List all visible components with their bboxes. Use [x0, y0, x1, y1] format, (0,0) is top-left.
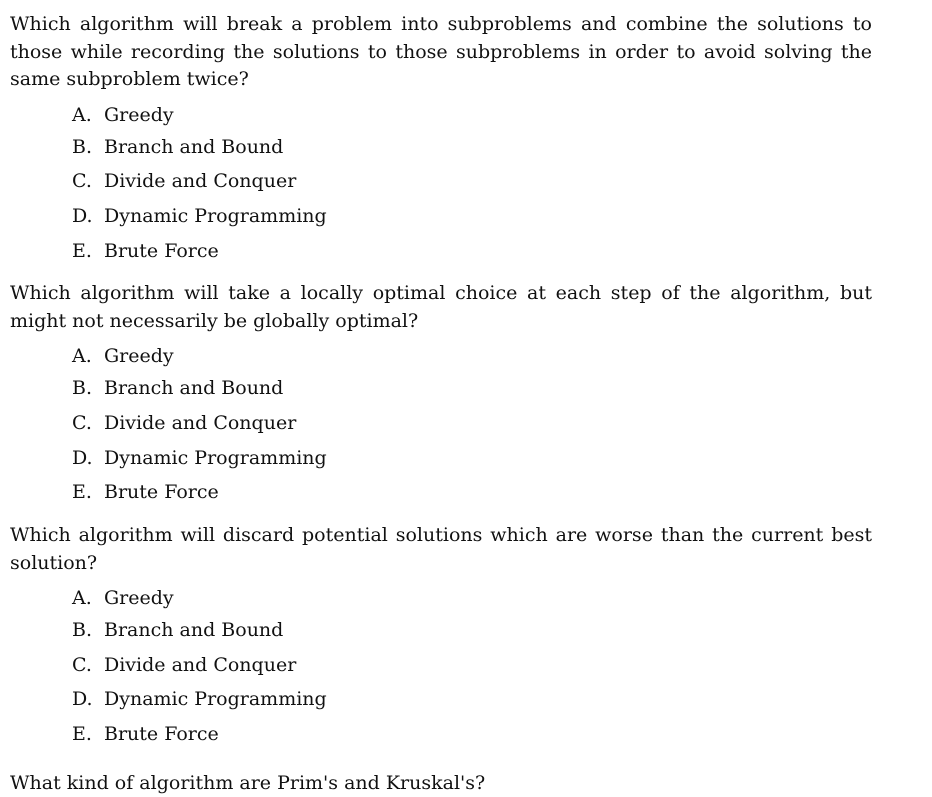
- option-e[interactable]: [72, 717, 872, 752]
- option-d[interactable]: [72, 199, 872, 234]
- question-2-stem: Which algorithm will take a locally optimal choice at each step of the algorithm, but might not necessarily be globally optimal?: [10, 282, 872, 332]
- option-text: Brute Force: [104, 481, 219, 504]
- option-b[interactable]: [72, 613, 872, 648]
- question-3-stem: Which algorithm will discard potential solutions which are worse than the current best solution?: [10, 524, 872, 574]
- option-c[interactable]: [72, 164, 872, 199]
- option-text: Dynamic Programming: [104, 688, 327, 711]
- option-b[interactable]: [72, 371, 872, 406]
- question-4-stem-partial: What kind of algorithm are Prim's and Kruskal's?: [10, 772, 486, 794]
- option-e[interactable]: [72, 475, 872, 510]
- option-text: Dynamic Programming: [104, 204, 327, 227]
- option-letter: A.: [72, 103, 92, 126]
- option-letter: D.: [72, 446, 93, 469]
- option-text: Brute Force: [104, 239, 219, 262]
- question-2-options: [10, 341, 872, 510]
- question-1: [10, 11, 872, 268]
- option-a[interactable]: [72, 100, 872, 130]
- option-letter: B.: [72, 135, 93, 158]
- option-c[interactable]: [72, 648, 872, 683]
- option-letter: C.: [72, 653, 92, 676]
- option-letter: E.: [72, 239, 92, 262]
- option-b[interactable]: [72, 130, 872, 165]
- option-a[interactable]: [72, 583, 872, 613]
- question-spacer: [10, 510, 872, 522]
- option-text: Divide and Conquer: [104, 411, 297, 434]
- option-letter: A.: [72, 587, 92, 609]
- option-letter: D.: [72, 204, 93, 227]
- option-d[interactable]: [72, 441, 872, 476]
- option-text: Divide and Conquer: [104, 170, 297, 193]
- option-letter: B.: [72, 619, 93, 641]
- question-3-options: [10, 583, 872, 752]
- option-letter: E.: [72, 481, 92, 504]
- option-text: Greedy: [104, 103, 174, 126]
- option-letter: C.: [72, 170, 92, 193]
- option-letter: D.: [72, 688, 93, 711]
- option-a[interactable]: [72, 341, 872, 371]
- question-3: [10, 522, 872, 752]
- option-text: Branch and Bound: [104, 619, 284, 641]
- option-letter: A.: [72, 345, 92, 368]
- question-1-stem: Which algorithm will break a problem into subproblems and combine the solutions to those while recording the solutions to those subproblems in order to avoid solving the same subproblem twice?: [10, 13, 872, 90]
- option-letter: B.: [72, 377, 93, 400]
- question-2: [10, 280, 872, 510]
- option-text: Brute Force: [104, 723, 219, 746]
- option-c[interactable]: [72, 406, 872, 441]
- option-text: Branch and Bound: [104, 135, 284, 158]
- option-text: Greedy: [104, 587, 174, 609]
- option-text: Dynamic Programming: [104, 446, 327, 469]
- option-text: Branch and Bound: [104, 377, 284, 400]
- option-text: Divide and Conquer: [104, 653, 297, 676]
- question-page: [10, 11, 872, 752]
- option-text: Greedy: [104, 345, 174, 368]
- option-e[interactable]: [72, 234, 872, 269]
- option-d[interactable]: [72, 682, 872, 717]
- option-letter: C.: [72, 411, 92, 434]
- option-letter: E.: [72, 723, 92, 746]
- question-spacer: [10, 268, 872, 280]
- question-1-options: [10, 100, 872, 269]
